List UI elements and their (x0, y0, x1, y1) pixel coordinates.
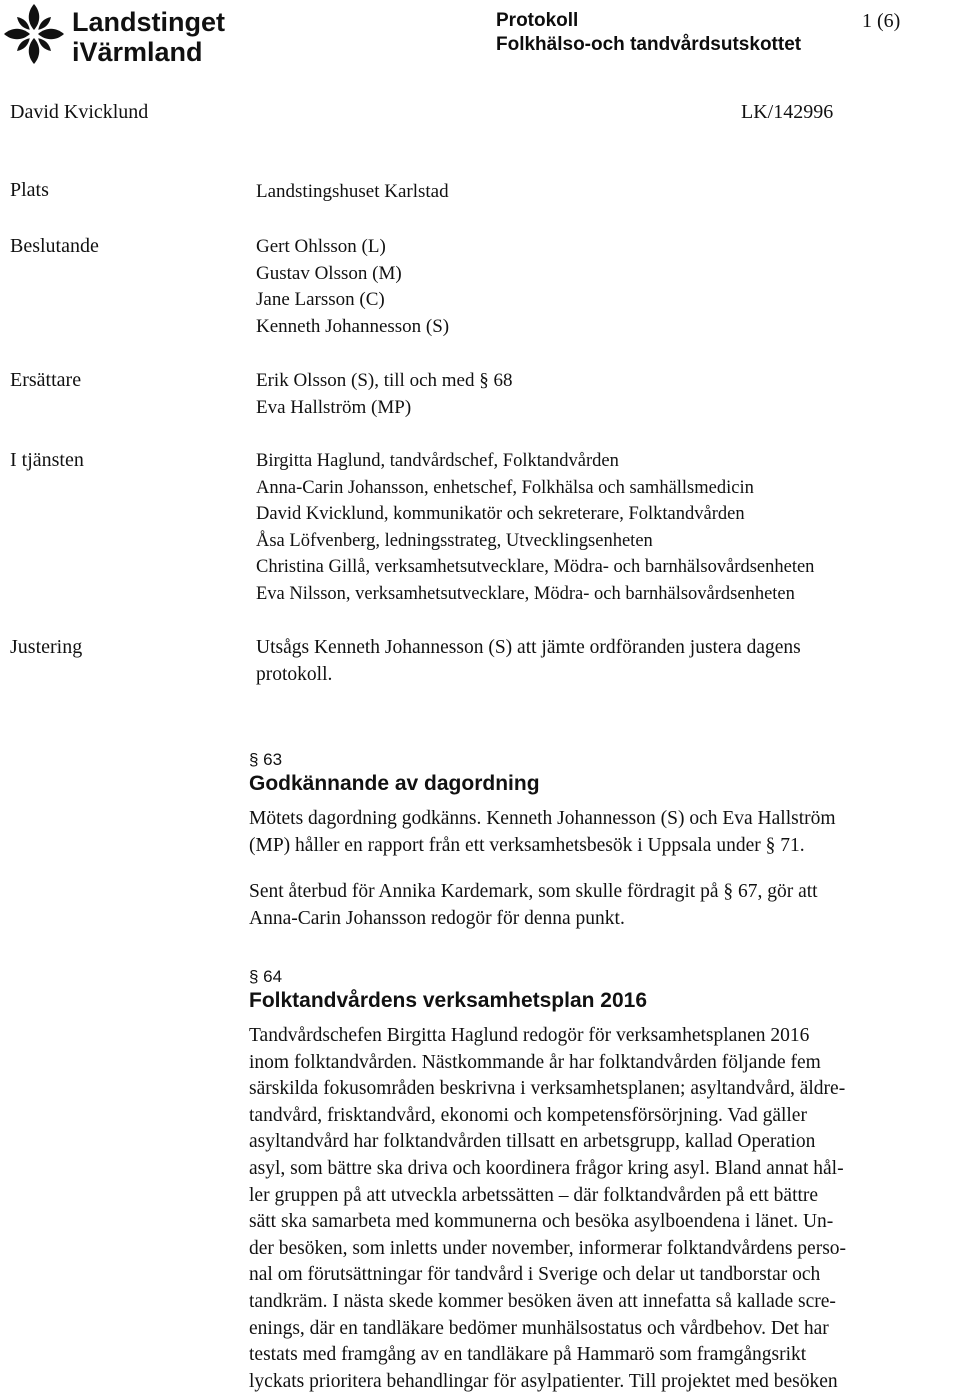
plats-label: Plats (10, 179, 49, 201)
section-number: § 64 (249, 967, 283, 986)
plats-value: Landstingshuset Karlstad (256, 181, 449, 202)
section-number: § 63 (249, 750, 283, 769)
list-item: David Kvicklund, kommunikatör och sekreterare, Folktandvården (256, 504, 745, 524)
list-item: Eva Hallström (MP) (256, 396, 412, 418)
committee-name: Folkhälso-och tandvårdsutskottet (496, 34, 802, 55)
beslutande-label: Beslutande (10, 235, 99, 257)
justering-label: Justering (10, 636, 83, 658)
list-item: Gert Ohlsson (L) (256, 236, 386, 257)
ersattare-label: Ersättare (10, 369, 82, 391)
section-paragraph: Sent återbud för Annika Kardemark, som skulle fördragit på § 67, gör att Anna-Carin Johansson redogör för denna punkt. (249, 881, 818, 929)
section-paragraph: Mötets dagordning godkänns. Kenneth Johannesson (S) och Eva Hallström (MP) håller en rapport från ett verksamhetsbesök i Uppsala under § 71. (249, 808, 836, 856)
tjansten-label: I tjänsten (10, 449, 84, 471)
reference-number: LK/142996 (741, 101, 834, 123)
justering-text: Utsågs Kenneth Johannesson (S) att jämte ordföranden justera dagens protokoll. (256, 637, 801, 685)
list-item: Anna-Carin Johansson, enhetschef, Folkhälsa och samhällsmedicin (256, 477, 754, 498)
list-item: Erik Olsson (S), till och med § 68 (256, 370, 513, 391)
beslutande-list (256, 234, 449, 340)
snowflake-star-logo-icon (4, 4, 64, 64)
tjansten-list (256, 448, 814, 607)
list-item: Kenneth Johannesson (S) (256, 315, 450, 337)
organization-logo (2, 2, 227, 68)
section-title: Folktandvårdens verksamhetsplan 2016 (249, 989, 648, 1012)
page-number: 1 (6) (862, 10, 901, 32)
list-item: Birgitta Haglund, tandvårdschef, Folktandvården (256, 451, 619, 471)
list-item: Eva Nilsson, verksamhetsutvecklare, Mödra- och barnhälsovårdsenheten (256, 583, 795, 604)
doc-type: Protokoll (496, 10, 579, 31)
ersattare-list (256, 368, 512, 421)
section-paragraph: Tandvårdschefen Birgitta Haglund redogör för verksamhetsplanen 2016 inom folktandvården. Nästkommande år har folktandvården följande fem särskilda fokusområden beskrivna i verksamhetsplanen; asyltandvård, äldre- tandvård, frisktandvård, ekonomi och kompetensförsörjning. Vad gäller asyltandvård har folktandvården tillsatt en arbetsgrupp, kallad Operation asyl, som bättre ska driva och koordinera frågor kring asyl. Bland annat hål- ler gruppen på att utveckla arbetssätten – där folktandvården på ett bättre sätt ska samarbeta med kommunerna och besöka asylboendena i länet. Un- der besöken, som inletts under november, informerar folktandvårdens perso- nal om förutsättningar för tandvård i Sverige och delar ut tandborstar och tandkräm. I nästa skede kommer besöken även att innefatta så kallade scre- enings, där en tandläkare bedömer munhälsostatus och vårdbehov. Det har testats med framgång av en tandläkare på Hammarö som framgångsrikt lyckats prioritera behandlingar för asylpatienter. Till projektet med besöken (249, 1025, 847, 1392)
list-item: Åsa Löfvenberg, ledningsstrateg, Utvecklingsenheten (256, 530, 653, 551)
section-title: Godkännande av dagordning (249, 772, 540, 795)
author-name: David Kvicklund (10, 101, 149, 123)
list-item: Gustav Olsson (M) (256, 262, 402, 284)
logo-line1: Landstinget (72, 7, 225, 37)
list-item: Christina Gillå, verksamhetsutvecklare, Mödra- och barnhälsovårdsenheten (256, 557, 815, 577)
list-item: Jane Larsson (C) (256, 289, 385, 310)
logo-line2: iVärmland (72, 37, 203, 67)
